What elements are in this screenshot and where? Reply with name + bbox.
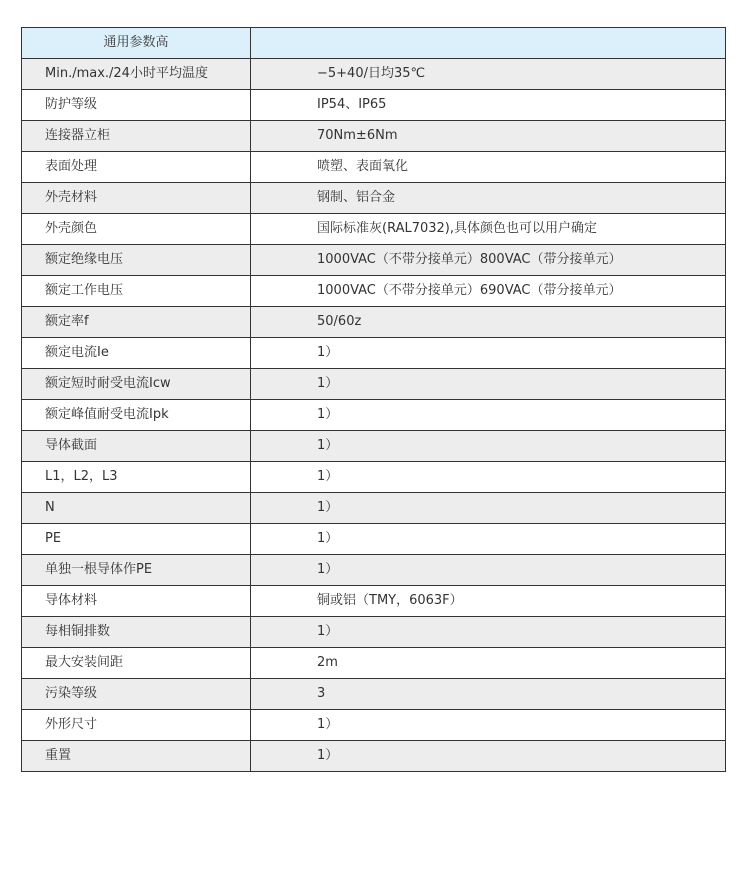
param-value: 1）: [251, 338, 726, 369]
param-label: 导体截面: [22, 431, 251, 462]
param-label: 外形尺寸: [22, 710, 251, 741]
param-value: 70Nm±6Nm: [251, 121, 726, 152]
param-value: 1）: [251, 400, 726, 431]
table-row: [22, 710, 726, 741]
param-label: PE: [22, 524, 251, 555]
param-value: 国际标准灰(RAL7032),具体颜色也可以用户确定: [251, 214, 726, 245]
param-label: 额定电流Ie: [22, 338, 251, 369]
param-value: −5+40/日均35℃: [251, 59, 726, 90]
table-row: [22, 555, 726, 586]
param-value: IP54、IP65: [251, 90, 726, 121]
table-row: [22, 400, 726, 431]
table-row: [22, 648, 726, 679]
param-value: 1）: [251, 617, 726, 648]
param-value: 1）: [251, 462, 726, 493]
param-label: 额定绝缘电压: [22, 245, 251, 276]
param-label: 连接器立柜: [22, 121, 251, 152]
param-value: 1000VAC（不带分接单元）800VAC（带分接单元）: [251, 245, 726, 276]
param-value: 1）: [251, 431, 726, 462]
table-row: [22, 183, 726, 214]
param-label: 重置: [22, 741, 251, 772]
param-value: 钢制、铝合金: [251, 183, 726, 214]
spec-table-body: [22, 28, 726, 772]
param-value: 1）: [251, 555, 726, 586]
param-label: 额定峰值耐受电流Ipk: [22, 400, 251, 431]
param-label: 最大安装间距: [22, 648, 251, 679]
table-row: [22, 121, 726, 152]
table-row: [22, 493, 726, 524]
table-row: [22, 245, 726, 276]
param-label: 导体材料: [22, 586, 251, 617]
table-row: [22, 90, 726, 121]
table-row: [22, 524, 726, 555]
table-row: [22, 307, 726, 338]
param-value: 3: [251, 679, 726, 710]
param-label: 防护等级: [22, 90, 251, 121]
table-row: [22, 586, 726, 617]
table-header-row: [22, 28, 726, 59]
header-value: [251, 28, 726, 59]
param-label: 额定短时耐受电流Icw: [22, 369, 251, 400]
param-label: 单独一根导体作PE: [22, 555, 251, 586]
table-row: [22, 462, 726, 493]
param-label: 外壳颜色: [22, 214, 251, 245]
param-value: 铜或铝（TMY，6063F）: [251, 586, 726, 617]
header-label: 通用参数高: [22, 28, 251, 59]
param-label: 每相铜排数: [22, 617, 251, 648]
table-row: [22, 741, 726, 772]
param-value: 1）: [251, 493, 726, 524]
table-row: [22, 214, 726, 245]
param-value: 2m: [251, 648, 726, 679]
param-label: 额定工作电压: [22, 276, 251, 307]
table-row: [22, 59, 726, 90]
table-row: [22, 152, 726, 183]
param-value: 1）: [251, 741, 726, 772]
param-value: 1）: [251, 710, 726, 741]
param-label: N: [22, 493, 251, 524]
param-label: 额定率f: [22, 307, 251, 338]
table-row: [22, 679, 726, 710]
param-label: 污染等级: [22, 679, 251, 710]
param-value: 50/60z: [251, 307, 726, 338]
table-row: [22, 338, 726, 369]
param-value: 1000VAC（不带分接单元）690VAC（带分接单元）: [251, 276, 726, 307]
table-row: [22, 431, 726, 462]
param-label: Min./max./24小时平均温度: [22, 59, 251, 90]
table-row: [22, 617, 726, 648]
param-value: 1）: [251, 524, 726, 555]
param-label: L1，L2，L3: [22, 462, 251, 493]
param-label: 外壳材料: [22, 183, 251, 214]
table-row: [22, 276, 726, 307]
param-label: 表面处理: [22, 152, 251, 183]
spec-table: [21, 27, 726, 772]
param-value: 喷塑、表面氧化: [251, 152, 726, 183]
param-value: 1）: [251, 369, 726, 400]
table-row: [22, 369, 726, 400]
